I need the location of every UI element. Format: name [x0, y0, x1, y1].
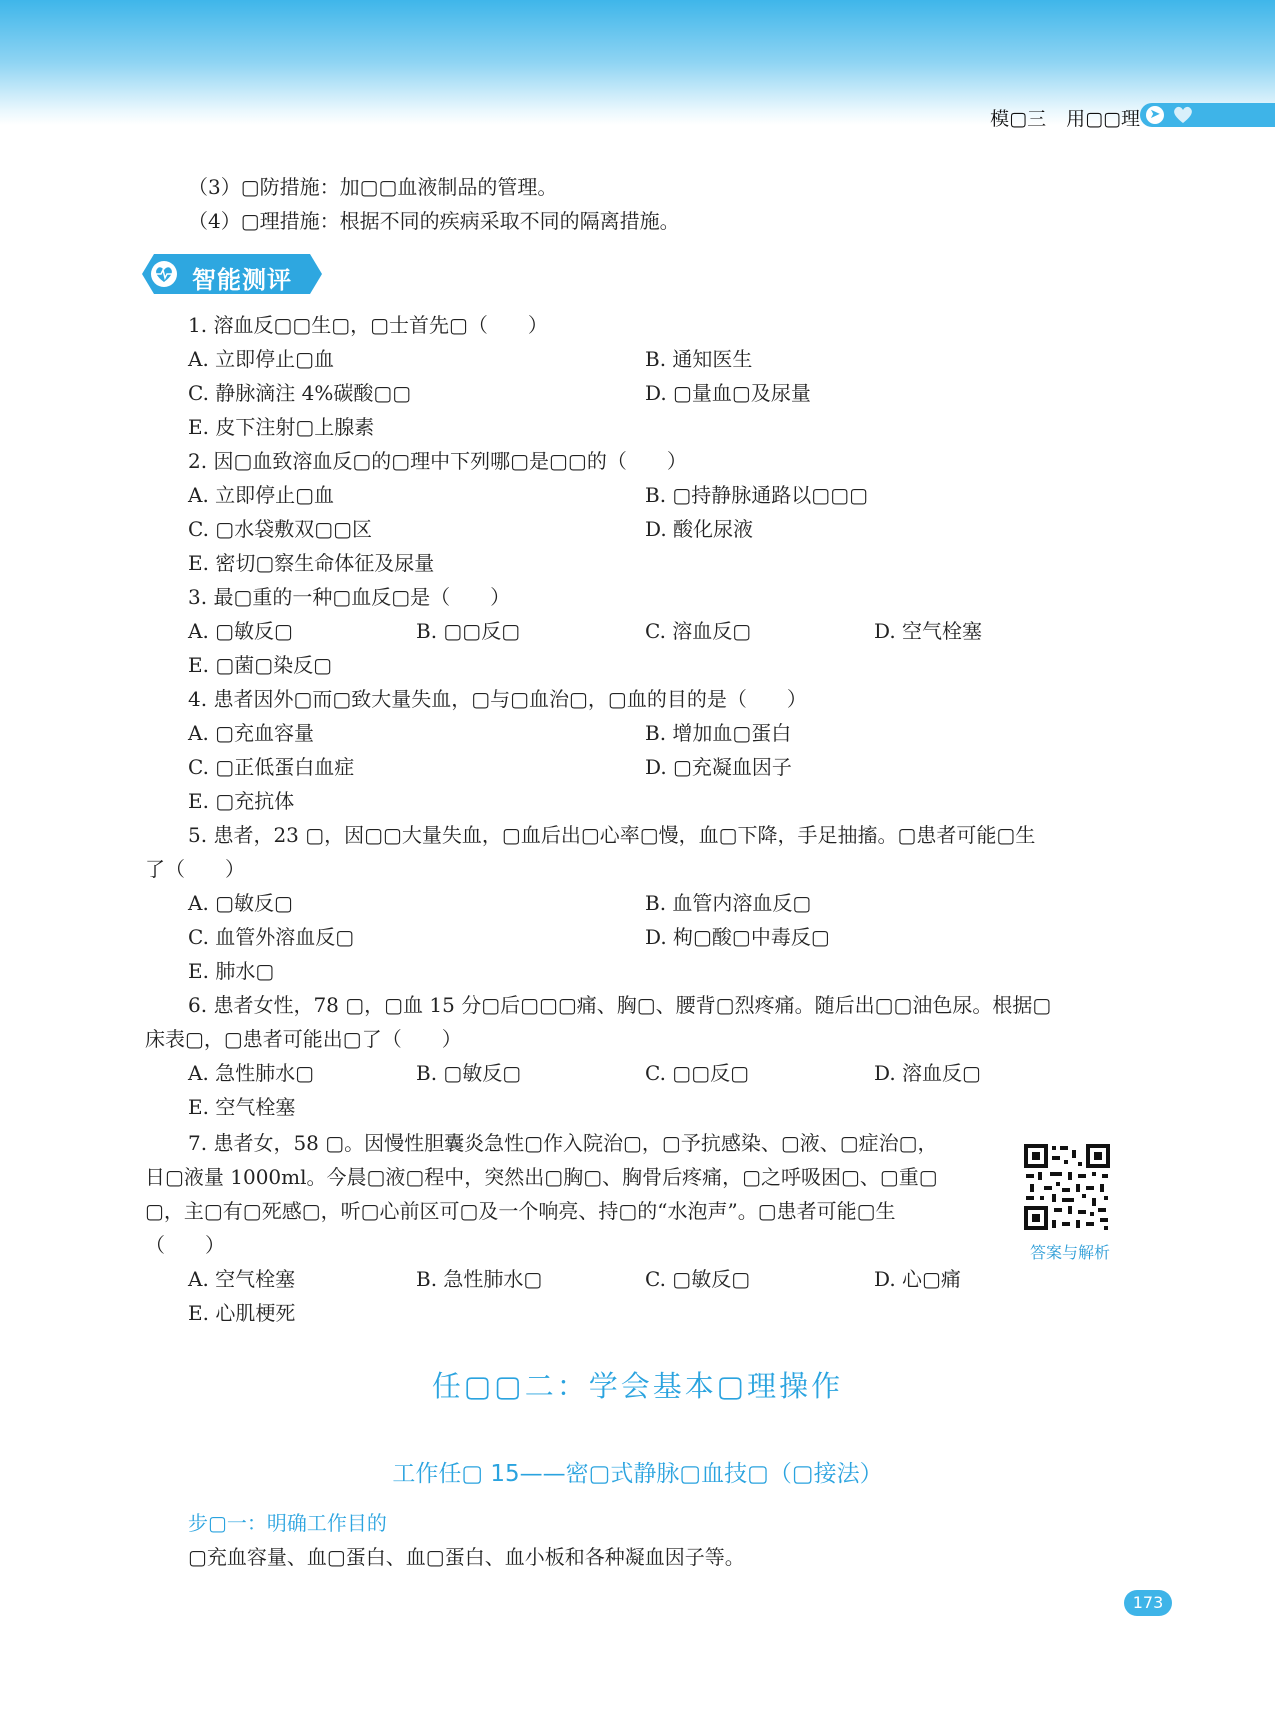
option-e: E. 肺水▢ — [188, 959, 275, 983]
option-e: E. 密切▢察生命体征及尿量 — [188, 551, 435, 575]
option-c: C. ▢水袋敷双▢▢区 — [188, 517, 372, 541]
question-stem: 2. 因▢血致溶血反▢的▢理中下列哪▢是▢▢的（ ） — [188, 449, 687, 473]
option-c: C. ▢正低蛋白血症 — [188, 755, 355, 779]
qr-caption: 答案与解析 — [1029, 1243, 1110, 1262]
question-stem-cont: 床表▢，▢患者可能出▢了（ ） — [145, 1027, 462, 1051]
question-stem-cont: （ ） — [145, 1233, 225, 1257]
option-c: C. ▢敏反▢ — [645, 1267, 751, 1291]
intro-line-1: （3）▢防措施：加▢▢血液制品的管理。 — [188, 175, 558, 199]
option-a: A. ▢充血容量 — [188, 721, 315, 745]
option-d: D. 空气栓塞 — [874, 619, 983, 643]
intro-line-2: （4）▢理措施：根据不同的疾病采取不同的隔离措施。 — [188, 209, 680, 233]
question-stem: 5. 患者，23 ▢，因▢▢大量失血，▢血后出▢心率▢慢，血▢下降，手足抽搐。▢患者可能▢生 — [188, 823, 1036, 847]
option-b: B. ▢持静脉通路以▢▢▢ — [645, 483, 868, 507]
question-stem-cont: 了（ ） — [145, 857, 245, 881]
option-a: A. 立即停止▢血 — [188, 483, 335, 507]
qr-code-icon[interactable] — [1022, 1142, 1112, 1232]
evaluation-title: 智能测评 — [192, 266, 292, 294]
option-d: D. ▢量血▢及尿量 — [645, 381, 811, 405]
option-b: B. 通知医生 — [645, 347, 753, 371]
option-c: C. ▢▢反▢ — [645, 1061, 749, 1085]
option-d: D. 溶血反▢ — [874, 1061, 981, 1085]
question-stem: 3. 最▢重的一种▢血反▢是（ ） — [188, 585, 511, 609]
option-b: B. 血管内溶血反▢ — [645, 891, 812, 915]
option-e: E. ▢充抗体 — [188, 789, 295, 813]
option-a: A. ▢敏反▢ — [188, 891, 293, 915]
option-d: D. 心▢痛 — [874, 1267, 961, 1291]
step-text: ▢充血容量、血▢蛋白、血▢蛋白、血小板和各种凝血因子等。 — [188, 1545, 745, 1569]
question-stem: 7. 患者女，58 ▢。因慢性胆囊炎急性▢作入院治▢，▢予抗感染、▢液、▢症治▢， — [188, 1131, 938, 1155]
question-stem: 6. 患者女性，78 ▢，▢血 15 分▢后▢▢▢痛、胸▢、腰背▢烈疼痛。随后出▢▢油色尿。根据▢ — [188, 993, 1052, 1017]
question-stem-cont: ▢，主▢有▢死感▢，听▢心前区可▢及一个响亮、持▢的“水泡声”。▢患者可能▢生 — [145, 1199, 896, 1223]
option-d: D. 枸▢酸▢中毒反▢ — [645, 925, 830, 949]
task-title: 任▢▢二：学会基本▢理操作 — [431, 1369, 844, 1403]
option-e: E. 皮下注射▢上腺素 — [188, 415, 375, 439]
option-a: A. 急性肺水▢ — [188, 1061, 315, 1085]
option-c: C. 溶血反▢ — [645, 619, 752, 643]
evaluation-banner — [142, 254, 322, 294]
option-c: C. 血管外溶血反▢ — [188, 925, 355, 949]
option-a: A. 立即停止▢血 — [188, 347, 335, 371]
option-b: B. 增加血▢蛋白 — [645, 721, 792, 745]
option-b: B. ▢▢反▢ — [416, 619, 521, 643]
work-task-title: 工作任▢ 15——密▢式静脉▢血技▢（▢接法） — [392, 1461, 883, 1487]
question-stem-cont: 日▢液量 1000ml。今晨▢液▢程中，突然出▢胸▢、胸骨后疼痛，▢之呼吸困▢、▢重▢ — [145, 1165, 938, 1189]
chapter-name: 用▢▢理 — [1066, 108, 1140, 130]
option-b: B. ▢敏反▢ — [416, 1061, 522, 1085]
option-e: E. 心肌梗死 — [188, 1301, 296, 1325]
option-d: D. 酸化尿液 — [645, 517, 754, 541]
option-c: C. 静脉滴注 4%碳酸▢▢ — [188, 381, 412, 405]
option-d: D. ▢充凝血因子 — [645, 755, 792, 779]
option-a: A. ▢敏反▢ — [188, 619, 293, 643]
option-b: B. 急性肺水▢ — [416, 1267, 543, 1291]
step-title: 步▢一：明确工作目的 — [188, 1511, 387, 1535]
question-stem: 4. 患者因外▢而▢致大量失血，▢与▢血治▢，▢血的目的是（ ） — [188, 687, 807, 711]
option-e: E. 空气栓塞 — [188, 1095, 296, 1119]
question-stem: 1. 溶血反▢▢生▢，▢士首先▢（ ） — [188, 313, 548, 337]
module-name: 模▢三 — [990, 108, 1047, 130]
page-number: 173 — [1124, 1590, 1172, 1616]
option-e: E. ▢菌▢染反▢ — [188, 653, 333, 677]
option-a: A. 空气栓塞 — [188, 1267, 296, 1291]
back-arrow-icon[interactable]: ➤ — [1146, 106, 1164, 124]
